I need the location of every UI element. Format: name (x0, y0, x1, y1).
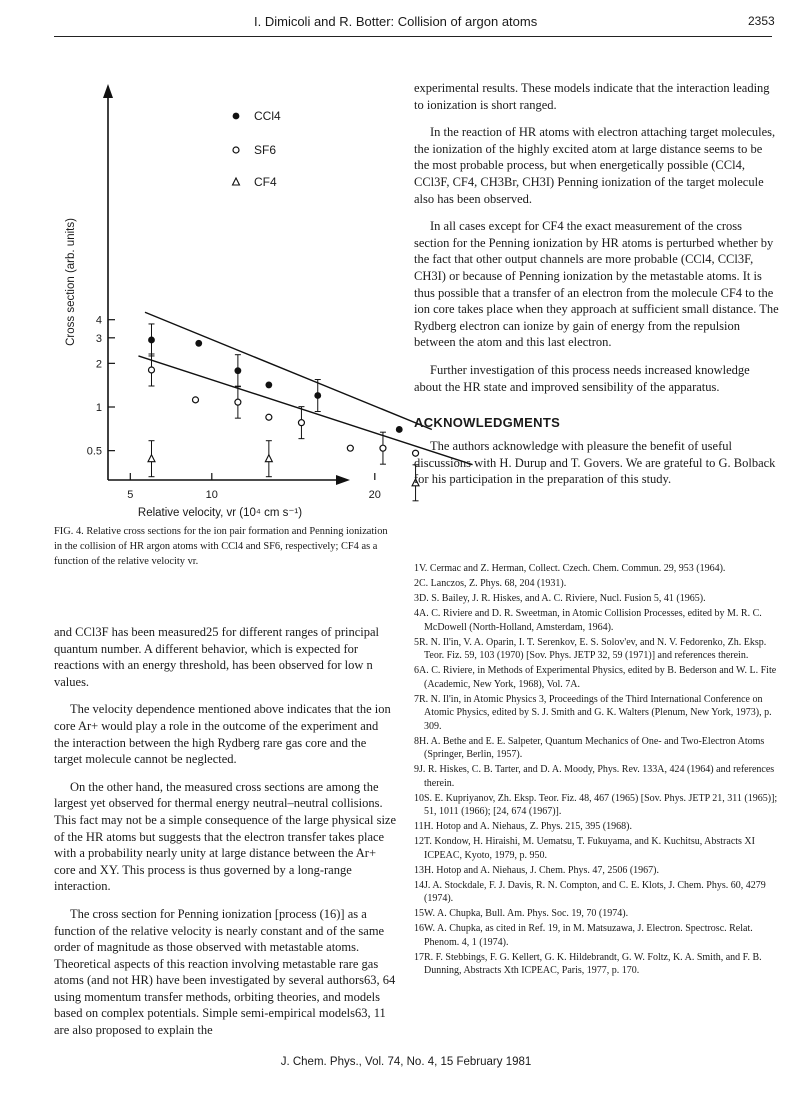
y-tick-label: 1 (95, 402, 102, 414)
reference-item: 14J. A. Stockdale, F. J. Davis, R. N. Compton, and C. E. Klots, J. Chem. Phys. 60, 4279 (1974). (414, 879, 766, 904)
x-tick-label: 5 (127, 489, 134, 501)
acknowledgments-text: The authors acknowledge with pleasure the benefit of useful discussions with H. Durup and T. Govers. We are grateful to G. Bolback for his participation in the preparation of this study. (414, 439, 776, 487)
body-paragraph: The velocity dependence mentioned above indicates that the ion core Ar+ would play a role in the outcome of the experiment and the interaction between the high Rydberg rare gas core and the target molecule cannot be neglected. (54, 702, 391, 767)
data-point-sf6 (193, 397, 199, 403)
y-tick-label: 3 (95, 332, 102, 345)
data-point-ccl4 (148, 337, 155, 344)
reference-item: 1V. Cermac and Z. Herman, Collect. Czech. Chem. Commun. 29, 953 (1964). (414, 563, 726, 574)
body-paragraph: experimental results. These models indicate that the interaction leading to ionization is short ranged. (414, 81, 770, 112)
figure-chart (60, 72, 381, 522)
running-header: I. Dimicoli and R. Botter: Collision of argon atoms (254, 14, 538, 29)
x-axis-label: Relative velocity, vr (10⁴ cm s⁻¹) (137, 507, 303, 519)
data-point-ccl4 (314, 392, 321, 399)
legend-marker-sf6 (233, 147, 239, 153)
body-paragraph: Further investigation of this process needs increased knowledge about the HR state and improved sensibility of the apparatus. (414, 362, 750, 394)
reference-item: 6A. C. Riviere, in Methods of Experimental Physics, edited by B. Bederson and W. L. Fite (Academic, New York, 1968), Vol. 7A. (414, 665, 777, 690)
body-paragraph: In the reaction of HR atoms with electron attaching target molecules, the ionization of the highly excited atom at large distance seems to be the most probable process, but when energetically possible (CCl4, CCl3F, CF4, CH3Br, CH3I) Penning ionization of the target molecule also has been observed. (414, 125, 776, 206)
data-point-sf6 (148, 367, 154, 373)
header-rule (54, 36, 772, 37)
reference-item: 3D. S. Bailey, J. R. Hiskes, and A. C. Riviere, Nucl. Fusion 5, 41 (1965). (414, 593, 706, 604)
data-point-sf6 (235, 399, 241, 405)
reference-item: 12T. Kondow, H. Hiraishi, M. Uematsu, T. Fukuyama, and K. Kuchitsu, Abstracts XI ICPEAC, Kyoto, 1979, p. 950. (414, 836, 755, 861)
data-point-ccl4 (265, 382, 272, 389)
data-point-ccl4 (195, 340, 202, 347)
y-tick-label: 4 (95, 314, 102, 327)
right-column (414, 80, 780, 499)
page-number: 2353 (748, 14, 775, 28)
data-point-ccl4 (234, 367, 241, 374)
data-point-sf6 (347, 445, 353, 451)
reference-item: 4A. C. Riviere and D. R. Sweetman, in Atomic Collision Processes, edited by M. R. C. McDowell (North-Holland, Amsterdam, 1964). (414, 608, 762, 633)
reference-item: 15W. A. Chupka, Bull. Am. Phys. Soc. 19, 70 (1974). (414, 908, 629, 919)
body-paragraph: and CCl3F has been measured25 for different ranges of principal quantum number. A different behavior, which is expected for reactions with an energy threshold, has been observed for low n values. (54, 625, 380, 689)
reference-item: 17R. F. Stebbings, F. G. Kellert, G. K. Hildebrandt, G. W. Foltz, K. A. Smith, and F. B. Dunning, Abstracts Xth ICPEAC, Paris, 1977, p. 170. (414, 951, 762, 976)
reference-item: 10S. E. Kupriyanov, Zh. Eksp. Teor. Fiz. 48, 467 (1965) [Sov. Phys. JETP 21, 311 (1965)]; 51, 1011 (1966); [24, 674 (1967)]. (414, 792, 778, 817)
left-column (54, 624, 396, 1050)
reference-item: 9J. R. Hiskes, C. B. Tarter, and D. A. Moody, Phys. Rev. 133A, 424 (1964) and references therein. (414, 764, 775, 789)
body-paragraph: In all cases except for CF4 the exact measurement of the cross section for the Penning ionization by HR atoms is perturbed whether by the fact that other output channels are more probable (CCl4, CCl3F, CH3I) or because of Penning ionization by the metastable atoms. It is thus possible that a transfer of an electron from the molecule CF4 to the ion core takes place when they approach at sufficient small distance. The Rydberg electron can ionize by gain of energy from the repulsion between the atom and this last electron. (414, 219, 779, 350)
reference-item: 8H. A. Bethe and E. E. Salpeter, Quantum Mechanics of One- and Two-Electron Atoms (Springer, Berlin, 1957). (414, 735, 765, 760)
body-paragraph: The cross section for Penning ionization [process (16)] as a function of the relative velocity is nearly constant and of the same order of magnitude as those observed with metastable atoms. Theoretical aspects of this reaction involving metastable rare gas atoms (and not HR) have been investigated by several authors63, 64 using momentum transfer methods, orbiting theories, and models based on complex potentials. Simple semi-empirical models63, 11 are also proposed to explain the (54, 906, 396, 1038)
data-point-cf4 (148, 455, 155, 462)
fit-line (145, 312, 432, 429)
legend-marker-cf4 (233, 178, 240, 185)
legend-label: CCl4 (254, 109, 281, 123)
x-tick-label: 10 (205, 489, 218, 501)
y-axis-label: Cross section (arb. units) (65, 218, 77, 346)
reference-item: 11H. Hotop and A. Niehaus, Z. Phys. 215, 395 (1968). (414, 821, 632, 832)
legend-label: SF6 (254, 143, 277, 157)
data-point-ccl4 (396, 426, 403, 433)
data-point-cf4 (265, 455, 272, 462)
reference-list (414, 562, 780, 979)
reference-item: 13H. Hotop and A. Niehaus, J. Chem. Phys. 47, 2506 (1967). (414, 864, 659, 876)
figure-caption (54, 524, 390, 569)
x-tick-label: 20 (368, 489, 381, 501)
reference-item: 16W. A. Chupka, as cited in Ref. 19, in M. Matsuzawa, J. Electron. Spectrosc. Relat. Phenom. 4, 1 (1974). (414, 923, 753, 948)
legend-label: CF4 (254, 175, 277, 189)
x-axis-arrow (336, 475, 350, 485)
caption-text: FIG. 4. Relative cross sections for the ion pair formation and Penning ionization in the collision of HR argon atoms with CCl4 and SF6, respectively; CF4 as a function of the relative velocity vr. (54, 526, 388, 567)
y-axis-arrow (103, 84, 113, 98)
journal-footer: J. Chem. Phys., Vol. 74, No. 4, 15 February 1981 (280, 1056, 532, 1068)
reference-item: 2C. Lanczos, Z. Phys. 68, 204 (1931). (414, 578, 567, 589)
data-point-sf6 (266, 414, 272, 420)
reference-item: 7R. N. Il'in, in Atomic Physics 3, Proceedings of the Third International Conference on Atomic Physics, edited by S. J. Smith and G. K. Walters (Plenum, New York, 1973), p. 309. (414, 693, 772, 732)
reference-item: 5R. N. Il'in, V. A. Oparin, I. T. Serenkov, E. S. Solov'ev, and N. V. Fedorenko, Zh. Eksp. Teor. Fiz. 59, 103 (1970) [Sov. Phys. JETP 32, 59 (1971)] and references therein. (414, 636, 767, 661)
data-point-sf6 (298, 420, 304, 426)
y-tick-label: 2 (95, 358, 102, 371)
y-tick-label: 0.5 (86, 445, 102, 458)
data-point-sf6 (380, 445, 386, 451)
acknowledgments-heading: ACKNOWLEDGMENTS (414, 415, 561, 431)
legend-marker-ccl4 (233, 113, 240, 120)
body-paragraph: On the other hand, the measured cross sections are among the largest yet observed for thermal energy neutral–neutral collisions. This fact may not be a simple consequence of the large physical size of the HR atoms but suggests that the electron transfer takes place with a probability nearly unity at large distance between the Ar+ core and XY. This process is thus governed by a long-range interaction. (54, 779, 397, 894)
